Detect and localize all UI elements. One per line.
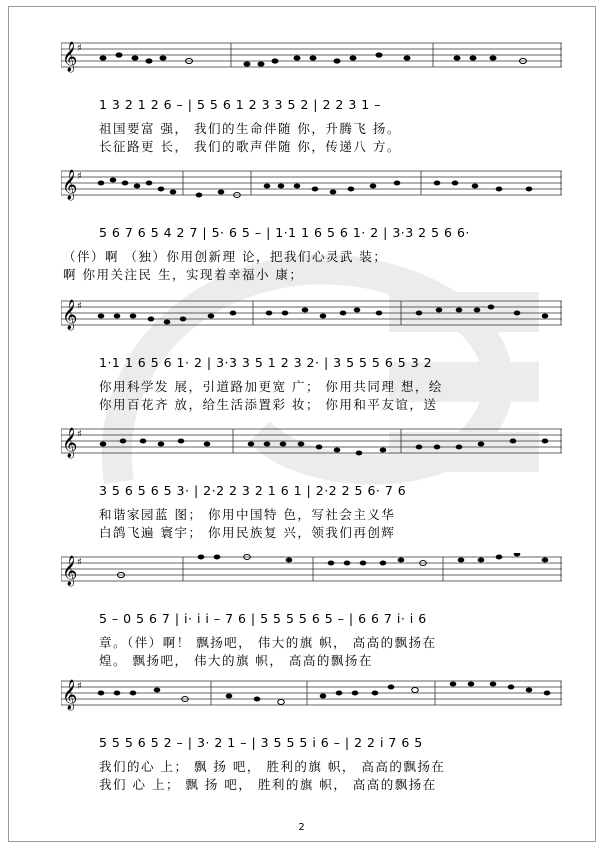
svg-text:♯: ♯ [77, 557, 82, 568]
staff-notation [61, 167, 562, 207]
lyric-verse-1: 章。（伴）啊！ 飘扬吧， 伟大的旗 帜， 高高的飘扬在 [99, 635, 437, 650]
svg-text:♯: ♯ [77, 43, 82, 54]
lyric-verse-1: 祖国要富 强， 我们的生命伴随 你，升腾飞 扬。 [99, 121, 401, 136]
staff-notation [61, 297, 562, 337]
jianpu-line: 5 6 7 6 5 4 2 7 | 5· 6 5 – | 1·1 1 6 5 6 1· 2 | 3·3 2 5 6 6· [99, 225, 470, 240]
svg-text:𝄞: 𝄞 [62, 300, 78, 330]
staff-notation [61, 39, 562, 79]
staff-notation [61, 677, 562, 717]
score-page [8, 6, 596, 842]
svg-text:𝄞: 𝄞 [62, 42, 78, 72]
jianpu-line: 5 – 0 5 6 7 | i· i i – 7 6 | 5 5 5 5 6 5 – | 6 6 7 i· i 6 [99, 611, 427, 626]
jianpu-line: 3 5 6 5 6 5 3· | 2·2 2 3 2 1 6 1 | 2·2 2 5 6· 7 6 [99, 483, 407, 498]
svg-text:𝄞: 𝄞 [62, 170, 78, 200]
lyric-verse-2: 我们 心 上； 飘 扬 吧， 胜利的旗 帜， 高高的飘扬在 [99, 777, 437, 792]
lyric-verse-2: 你用百花齐 放，给生活添置彩 妆； 你用和平友谊，送 [99, 397, 438, 412]
lyric-verse-2: 啊 你用关注民 生，实现着幸福小 康； [63, 267, 304, 282]
jianpu-line: 5 5 5 6 5 2 – | 3· 2 1 – | 3 5 5 5 i 6 – | 2 2 i 7 6 5 [99, 735, 423, 750]
lyric-verse-1: 我们的心 上； 飘 扬 吧， 胜利的旗 帜， 高高的飘扬在 [99, 759, 446, 774]
page-number: 2 [298, 822, 305, 833]
lyric-verse-1: 和谐家园蓝 图； 你用中国特 色，写社会主义华 [99, 507, 396, 522]
svg-text:𝄞: 𝄞 [62, 556, 78, 586]
svg-text:♯: ♯ [77, 429, 82, 440]
lyric-verse-2: 白鸽飞遍 寰宇； 你用民族复 兴，领我们再创辉 [99, 525, 396, 540]
lyric-verse-2: 长征路更 长， 我们的歌声伴随 你，传递八 方。 [99, 139, 401, 154]
lyric-verse-1: （伴）啊 （独）你用创新理 论，把我们心灵武 装； [63, 249, 388, 264]
lyric-verse-1: 你用科学发 展，引道路加更宽 广； 你用共同理 想，绘 [99, 379, 443, 394]
jianpu-line: 1 3 2 1 2 6 – | 5 5 6 1 2 3 3 5 2 | 2 2 3 1 – [99, 97, 381, 112]
svg-text:♯: ♯ [77, 681, 82, 692]
jianpu-line: 1·1 1 6 5 6 1· 2 | 3·3 3 5 1 2 3 2· | 3 5 5 5 6 5 3 2 [99, 355, 433, 370]
staff-notation [61, 553, 562, 593]
svg-text:♯: ♯ [77, 171, 82, 182]
svg-text:𝄞: 𝄞 [62, 680, 78, 710]
svg-text:𝄞: 𝄞 [62, 428, 78, 458]
lyric-verse-2: 煌。 飘扬吧， 伟大的旗 帜， 高高的飘扬在 [99, 653, 373, 668]
svg-text:♯: ♯ [77, 301, 82, 312]
staff-notation [61, 425, 562, 465]
